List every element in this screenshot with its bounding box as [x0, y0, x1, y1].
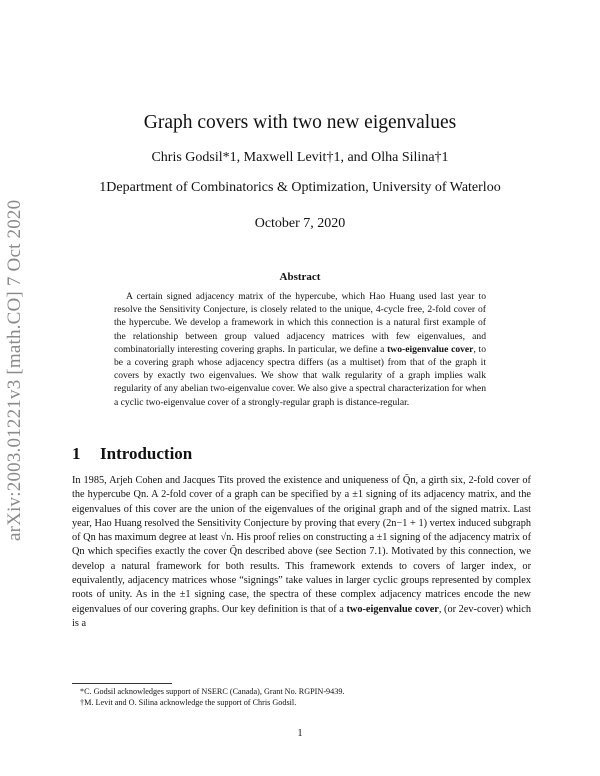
- footnote-1: *C. Godsil acknowledges support of NSERC (Canada), Grant No. RGPIN-9439.: [80, 687, 345, 696]
- abstract-text-2: , to be a covering graph whose adjacency spectra differs (as a multiset) from that of the graph it covers by exactly two eigenvalues. We show that walk regularity of a graph implies walk regularity of any abelian two-eigenvalue cover. We also give a spectral characterization for when a cyclic two-eigenvalue cover of a strongly-regular graph is distance-regular.: [114, 343, 486, 408]
- footnote-rule: [72, 683, 172, 684]
- section-body: [72, 474, 531, 631]
- section-bold-term: two-eigenvalue cover: [346, 603, 439, 615]
- abstract-body: [114, 290, 486, 409]
- paper-title: Graph covers with two new eigenvalues: [143, 112, 457, 133]
- abstract-heading: Abstract: [279, 271, 321, 283]
- arxiv-identifier: arXiv:2003.01221v3 [math.CO] 7 Oct 2020: [4, 199, 25, 541]
- abstract-bold-term: two-eigenvalue cover: [387, 343, 474, 355]
- section-heading: [72, 444, 192, 464]
- section-title: Introduction: [100, 444, 193, 463]
- section-text-2: , (or 2ev-cover) which is a: [72, 603, 531, 629]
- section-number: 1: [72, 444, 81, 463]
- footnote-2: †M. Levit and O. Silina acknowledge the support of Chris Godsil.: [80, 698, 297, 707]
- section-text-1: In 1985, Arjeh Cohen and Jacques Tits proved the existence and uniqueness of Q̃n, a girth six, 2-fold cover of the hypercube Qn. A 2-fold cover of a graph can be specified by a ±1 signing of its adjacency matrix, and the eigenvalues of this cover are the union of the eigenvalues of the original graph and of the signed matrix. Last year, Hao Huang resolved the Sensitivity Conjecture by proving that every (2n−1 + 1) vertex induced subgraph of Qn has maximum degree at least √n. His proof relies on constructing a ±1 signing of the adjacency matrix of Qn which specifies exactly the cover Q̃n described above (see Section 7.1). Motivated by this connection, we develop a natural framework for both results. This framework extends to covers of larger index, or equivalently, adjacency matrices whose “signings” take values in larger cyclic groups represented by complex roots of unity. As in the ±1 signing case, the spectra of these complex adjacency matrices encode the new eigenvalues of our covering graphs. Our key definition is that of a: [72, 475, 531, 615]
- paper-affiliation: 1Department of Combinatorics & Optimization, University of Waterloo: [99, 180, 501, 195]
- paper-date: October 7, 2020: [254, 216, 346, 231]
- paper-authors: Chris Godsil*1, Maxwell Levit†1, and Olha Silina†1: [151, 150, 449, 165]
- abstract-text-1: A certain signed adjacency matrix of the hypercube, which Hao Huang used last year to resolve the Sensitivity Conjecture, is closely related to the unique, 4-cycle free, 2-fold cover of the hypercube. We develop a framework in which this connection is a natural first example of the relationship between group valued adjacency matrices with few eigenvalues, and combinatorially interesting covering graphs. In particular, we define a: [114, 291, 486, 355]
- page-number: 1: [297, 728, 303, 739]
